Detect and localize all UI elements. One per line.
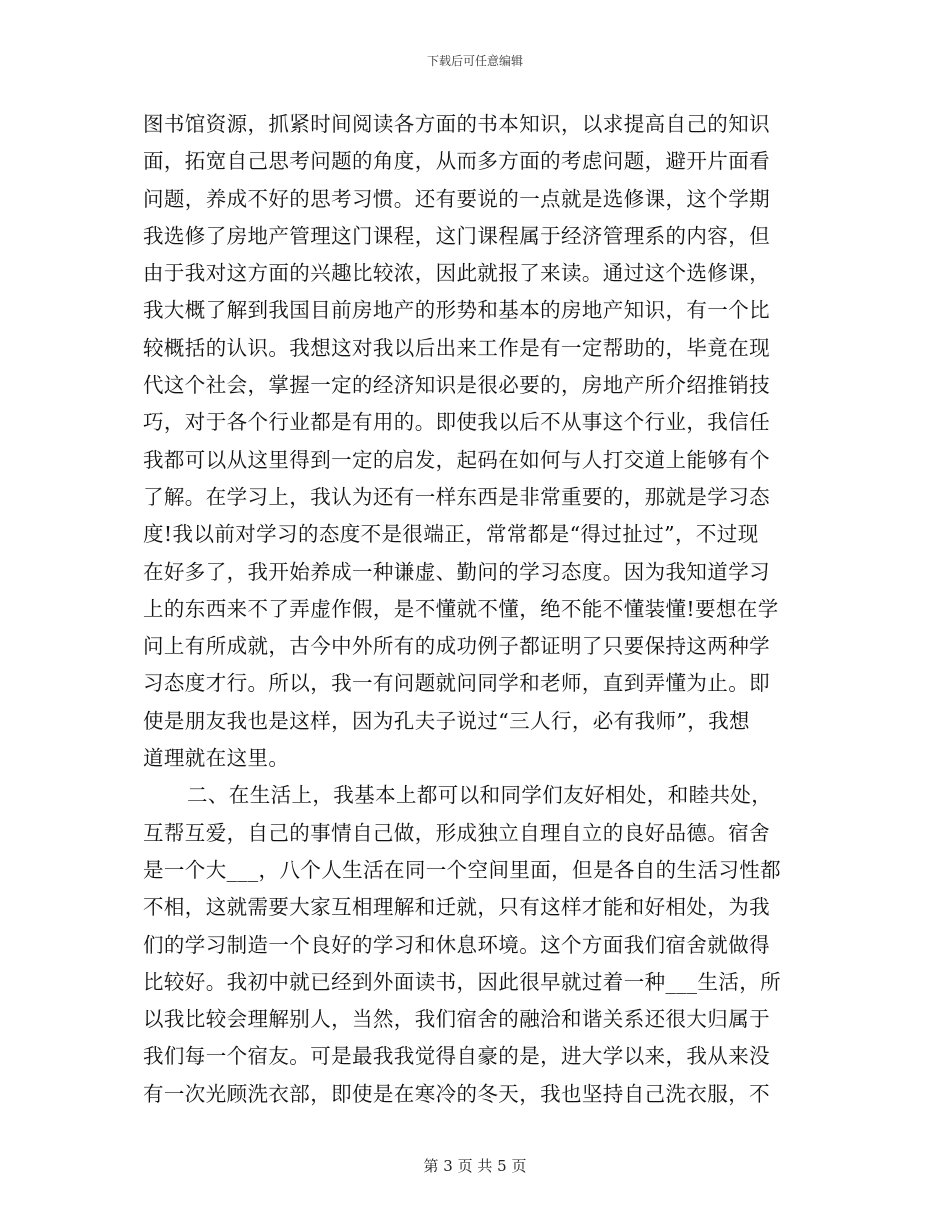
- text-line: 我都可以从这里得到一定的启发，起码在如何与人打交道上能够有个: [143, 447, 770, 472]
- text-line: 我大概了解到我国目前房地产的形势和基本的房地产知识，有一个比: [143, 298, 770, 323]
- text-line: 使是朋友我也是这样，因为孔夫子说过“三人行，必有我师”，我想: [143, 708, 750, 733]
- text-line: 不相，这就需要大家互相理解和迁就，只有这样才能和好相处，为我: [143, 895, 770, 920]
- document-body: [143, 106, 813, 1113]
- text-line: 在好多了，我开始养成一种谦虚、勤问的学习态度。因为我知道学习: [143, 559, 770, 584]
- text-line: 比较好。我初中就已经到外面读书，因此很早就过着一种___生活，所: [143, 969, 782, 994]
- text-line: 们的学习制造一个良好的学习和休息环境。这个方面我们宿舍就做得: [143, 932, 770, 957]
- paragraph-start-line: 二、在生活上，我基本上都可以和同学们友好相处，和睦共处，: [187, 783, 773, 808]
- text-line: 面，拓宽自己思考问题的角度，从而多方面的考虑问题，避开片面看: [143, 149, 770, 174]
- text-line: 我们每一个宿友。可是最我我觉得自豪的是，进大学以来，我从来没: [143, 1044, 770, 1069]
- text-line: 习态度才行。所以，我一有问题就问同学和老师，直到弄懂为止。即: [143, 671, 770, 696]
- text-line: 了解。在学习上，我认为还有一样东西是非常重要的，那就是学习态: [143, 484, 770, 509]
- text-line: 度!我以前对学习的态度不是很端正，常常都是“得过扯过”，不过现: [143, 522, 759, 547]
- text-line: 以我比较会理解别人，当然，我们宿舍的融洽和谐关系还很大归属于: [143, 1007, 770, 1032]
- text-line: 问上有所成就，古今中外所有的成功例子都证明了只要保持这两种学: [143, 634, 770, 659]
- page-header: 下载后可任意编辑: [426, 54, 523, 68]
- page-number: 第 3 页 共 5 页: [423, 1157, 527, 1175]
- text-line: 互帮互爱，自己的事情自己做，形成独立自理自立的良好品德。宿舍: [143, 820, 770, 845]
- text-line: 我选修了房地产管理这门课程，这门课程属于经济管理系的内容，但: [143, 223, 770, 248]
- text-line: 图书馆资源，抓紧时间阅读各方面的书本知识，以求提高自己的知识: [143, 112, 770, 136]
- text-line: 代这个社会，掌握一定的经济知识是很必要的，房地产所介绍推销技: [143, 373, 770, 398]
- text-line: 问题，养成不好的思考习惯。还有要说的一点就是选修课，这个学期: [143, 186, 770, 211]
- text-line: 有一次光顾洗衣部，即使是在寒冷的冬天，我也坚持自己洗衣服，不: [143, 1081, 770, 1106]
- text-line: 较概括的认识。我想这对我以后出来工作是有一定帮助的，毕竟在现: [143, 335, 770, 360]
- text-line: 道理就在这里。: [143, 746, 290, 771]
- text-line: 是一个大___，八个人生活在同一个空间里面，但是各自的生活习性都: [143, 857, 782, 882]
- text-line: 由于我对这方面的兴趣比较浓，因此就报了来读。通过这个选修课，: [143, 261, 770, 286]
- text-line: 巧，对于各个行业都是有用的。即使我以后不从事这个行业，我信任: [143, 410, 770, 435]
- text-line: 上的东西来不了弄虚作假，是不懂就不懂，绝不能不懂装懂!要想在学: [143, 596, 779, 621]
